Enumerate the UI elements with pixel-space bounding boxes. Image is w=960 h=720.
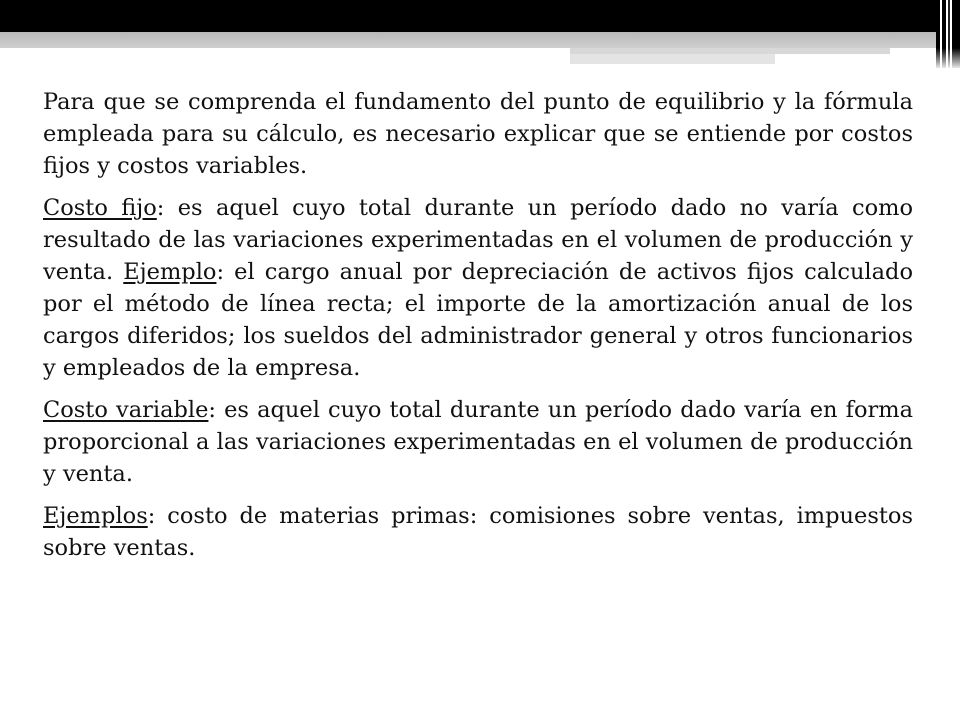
- examples-term: Ejemplos: [43, 503, 148, 529]
- corner-stripes-fade: [936, 48, 960, 70]
- variable-cost-term: Costo variable: [43, 397, 209, 423]
- intro-paragraph: [43, 86, 913, 182]
- header-black-bar: [0, 0, 960, 32]
- header-grey-band-accent-light: [570, 54, 775, 64]
- fixed-cost-example-text: : el cargo anual por depreciación de activos fijos calculado por el método de línea recta; el importe de la amortización anual de los cargos diferidos; los sueldos del administrador general y otros funcionarios y empleados de la empresa.: [43, 259, 913, 381]
- intro-text: Para que se comprenda el fundamento del punto de equilibrio y la fórmula empleada para su cálculo, es necesario explicar que se entiende por costos fijos y costos variables.: [43, 89, 913, 179]
- fixed-cost-term: Costo fijo: [43, 195, 157, 221]
- examples-paragraph: [43, 500, 913, 564]
- variable-cost-paragraph: [43, 394, 913, 490]
- fixed-cost-definition: : es aquel cuyo total durante un período dado no varía como resultado de las variaciones experimentadas en el volumen de producción y venta.: [43, 195, 913, 285]
- fixed-cost-paragraph: [43, 192, 913, 384]
- slide-body: [43, 86, 913, 574]
- fixed-cost-example-term: Ejemplo: [123, 259, 217, 285]
- examples-text: : costo de materias primas: comisiones sobre ventas, impuestos sobre ventas.: [43, 503, 913, 561]
- variable-cost-definition: : es aquel cuyo total durante un período dado varía en forma proporcional a las variaciones experimentadas en el volumen de producción y venta.: [43, 397, 913, 487]
- header-grey-band: [0, 32, 940, 48]
